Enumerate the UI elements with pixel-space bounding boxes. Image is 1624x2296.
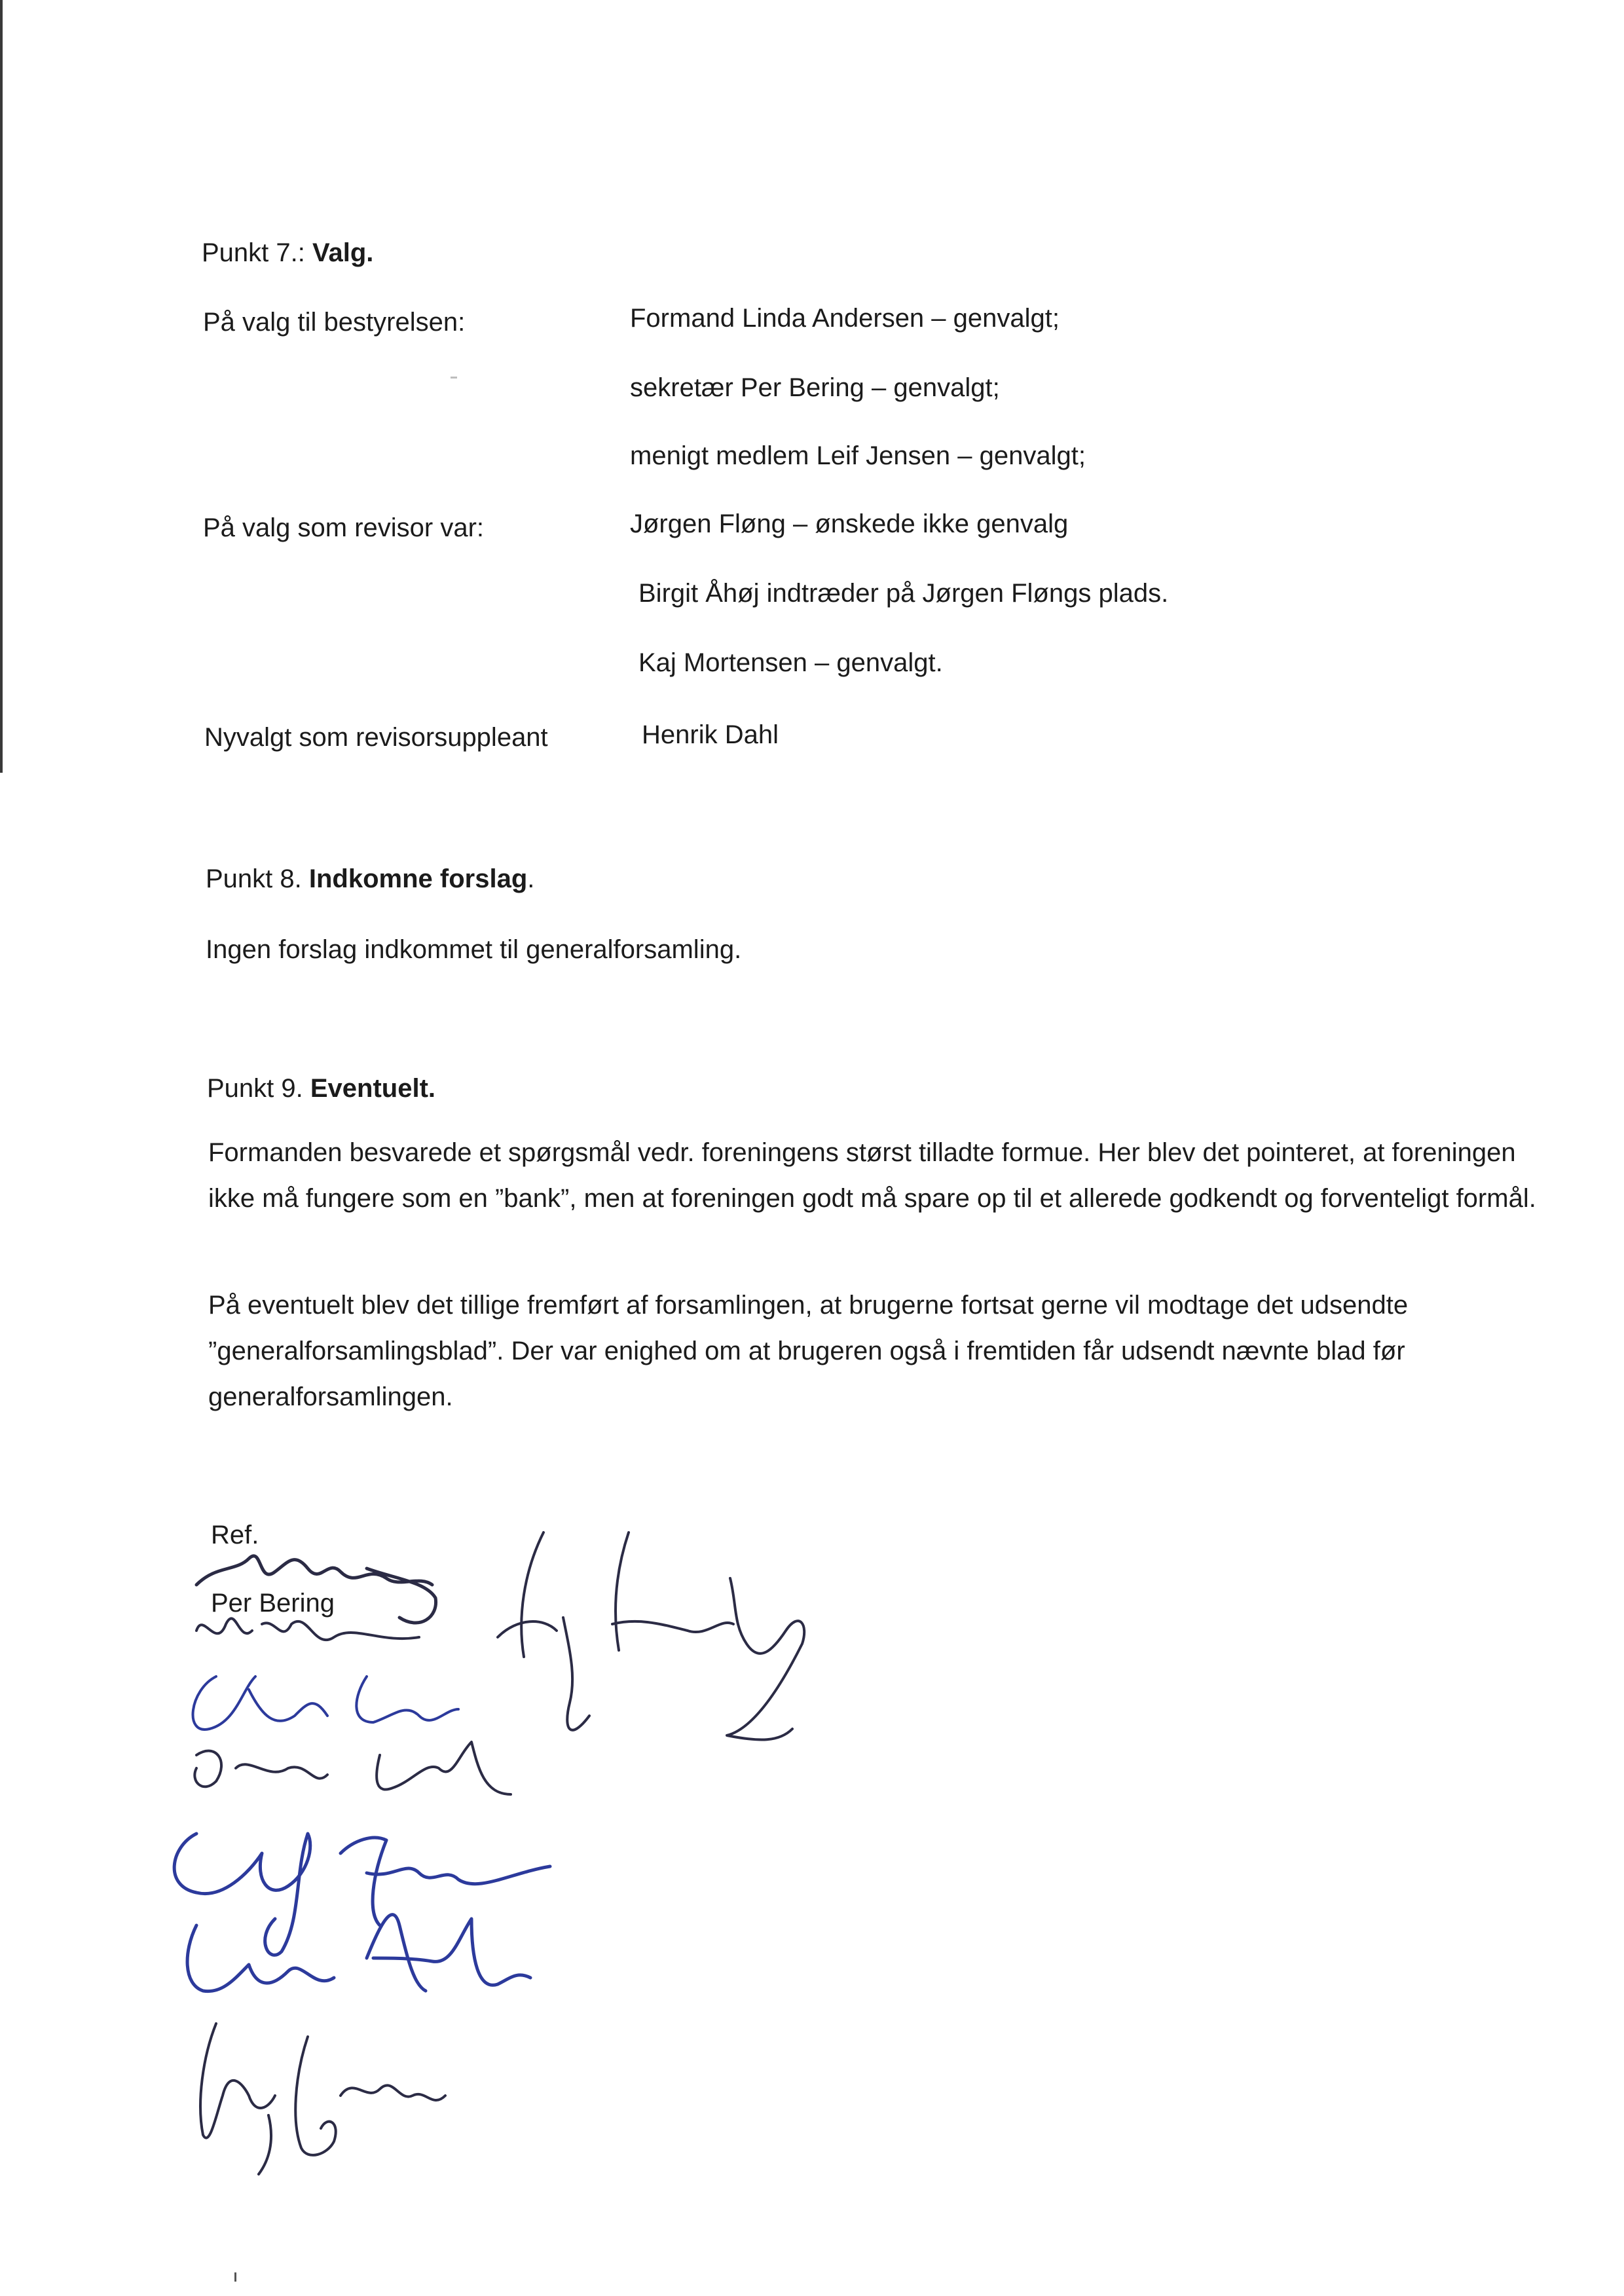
signature-4 <box>193 1676 458 1730</box>
punkt9-paragraph-2: På eventuelt blev det tillige fremført af forsamlingen, at brugerne fortsat gerne vil modtage det udsendte ”generalforsamlingsblad”. Der var enighed om at brugeren også i fremtiden får udsendt nævnte blad før generalforsamlingen. <box>208 1291 1409 1411</box>
punkt8-text: Ingen forslag indkommet til generalforsamling. <box>206 935 742 964</box>
scan-speck-bottom <box>234 2272 236 2282</box>
signature-5 <box>194 1742 511 1794</box>
punkt8-heading: Punkt 8. Indkomne forslag. <box>206 864 535 893</box>
auditor-item-1: Jørgen Fløng – ønskede ikke genvalg <box>630 509 1069 538</box>
signature-leif-bottom <box>200 2024 275 2174</box>
signature-leif-right <box>498 1532 589 1730</box>
ref-label: Ref. <box>211 1521 259 1549</box>
board-item-chairman: Formand Linda Andersen – genvalgt; <box>630 304 1060 333</box>
punkt7-heading: Punkt 7.: Valg. <box>202 238 374 267</box>
auditor-election-label: På valg som revisor var: <box>203 513 485 542</box>
punkt9-paragraph-1: Formanden besvarede et spørgsmål vedr. foreningens størst tilladte formue. Her blev det pointeret, at foreningen ikke må fungere som en ”bank”, men at foreningen godt må spare op til et allerede godkendt og forventeligt formål. <box>208 1138 1536 1213</box>
substitute-name: Henrik Dahl <box>642 720 779 749</box>
substitute-label: Nyvalgt som revisorsuppleant <box>204 723 548 752</box>
referent-name: Per Bering <box>211 1589 335 1618</box>
board-election-label: På valg til bestyrelsen: <box>203 308 466 337</box>
auditor-item-3: Kaj Mortensen – genvalgt. <box>638 648 943 677</box>
signature-per-bering <box>196 1556 432 1585</box>
signature-linda-andersen <box>187 1925 334 1991</box>
board-item-member: menigt medlem Leif Jensen – genvalgt; <box>630 441 1086 470</box>
punkt9-heading: Punkt 9. Eventuelt. <box>207 1074 436 1103</box>
signature-leif-jensen <box>174 1834 310 1955</box>
board-item-secretary: sekretær Per Bering – genvalgt; <box>630 373 1000 402</box>
signature-2 <box>196 1618 419 1640</box>
auditor-item-2: Birgit Åhøj indtræder på Jørgen Fløngs plads. <box>638 579 1169 608</box>
